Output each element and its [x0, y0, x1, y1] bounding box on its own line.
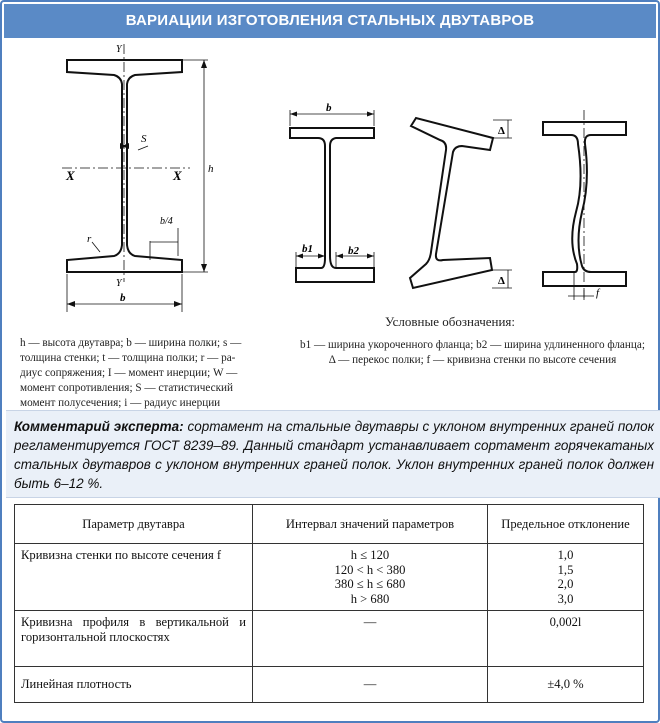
label-s: S [141, 133, 147, 145]
label-b1: b1 [302, 243, 313, 255]
deviation-value: 1,5 [557, 562, 574, 577]
expert-comment-text: сортамент на стальные двутавры с уклоном внутренних граней полок регламентируется ГОСТ 8239–89. Данный стандарт устанавливает сортамент горячекатаных стальных двутавров с уклоном внутренних граней полок. Уклон внутренних граней полок должен быть 6–12 %. [14, 419, 654, 491]
label-r: r [87, 233, 92, 245]
table-cell-intervals: — [253, 667, 488, 703]
table-cell-param: Кривизна профиля в вертикальной и горизонтальной плоскостях [15, 611, 253, 667]
table-cell-intervals: — [253, 611, 488, 667]
table-header-cell: Интервал значений параметров [253, 505, 488, 544]
interval-value: 380 ≤ h ≤ 680 [334, 577, 406, 591]
interval-value: h > 680 [350, 591, 390, 606]
label-b: b [120, 292, 126, 304]
label-delta-top: Δ [498, 125, 505, 137]
table-header-cell: Параметр двутавра [15, 505, 253, 544]
label-b-right: b [326, 102, 332, 114]
table-cell-deviations [488, 544, 644, 611]
label-delta-bottom: Δ [498, 275, 505, 287]
legend-right-line: Δ — перекос полки; f — кривизна стенки по высоте сечения [328, 354, 617, 366]
deviation-value: 1,0 [557, 548, 574, 562]
table-cell-param: Кривизна стенки по высоте сечения f [15, 544, 253, 611]
deviation-value: 3,0 [557, 591, 574, 606]
table-row [15, 611, 644, 667]
ibeam-section-diagram [40, 42, 230, 312]
ibeam-curved-web [543, 122, 626, 286]
table-cell-param: Линейная плотность [15, 667, 253, 703]
page-title: ВАРИАЦИИ ИЗГОТОВЛЕНИЯ СТАЛЬНЫХ ДВУТАВРОВ [4, 4, 656, 38]
ibeam-outline [67, 60, 182, 272]
legend-left-line: диус сопряжения; I — момент инерции; W — [20, 367, 238, 379]
label-b2: b2 [348, 245, 359, 257]
interval-value: 120 < h < 380 [334, 562, 406, 577]
table-cell-deviations: ±4,0 % [488, 667, 644, 703]
table-row [15, 544, 644, 611]
table-cell-deviations: 0,002l [488, 611, 644, 667]
legend-left-line: момент полусечения; i — радиус инерции [20, 397, 221, 409]
expert-comment [6, 410, 660, 498]
label-f: f [596, 287, 600, 299]
deviation-diagrams [278, 92, 643, 312]
ibeam-tilted-flange [410, 118, 493, 288]
label-b4: b/4 [160, 216, 173, 227]
interval-value: h ≤ 120 [350, 548, 390, 562]
table-header-row [15, 505, 644, 544]
table-header-cell: Предельное отклонение [488, 505, 644, 544]
legend-left-line: h — высота двутавра; b — ширина полки; s — [20, 337, 242, 349]
legend-left-line: толщина стенки; t — толщина полки; r — ра- [20, 352, 236, 364]
legend-right-title: Условные обозначения: [385, 314, 516, 329]
legend-right [300, 338, 645, 368]
label-h: h [208, 163, 214, 175]
expert-comment-label: Комментарий эксперта: [14, 419, 184, 434]
table-row [15, 667, 644, 703]
table-cell-intervals [253, 544, 488, 611]
ibeam-shortened-flange [290, 128, 374, 282]
deviation-value: 2,0 [557, 577, 574, 591]
legend-right-line: b1 — ширина укороченного фланца; b2 — ширина удлиненного фланца; [300, 339, 645, 351]
tolerance-table [14, 504, 644, 703]
label-x-left: X [66, 168, 75, 183]
label-y-bottom: Y [116, 278, 122, 289]
legend-left-line: момент сопротивления; S — статистический [20, 382, 233, 394]
legend-left [20, 336, 260, 411]
label-x-right: X [173, 168, 182, 183]
label-y-top: Y [116, 44, 122, 55]
